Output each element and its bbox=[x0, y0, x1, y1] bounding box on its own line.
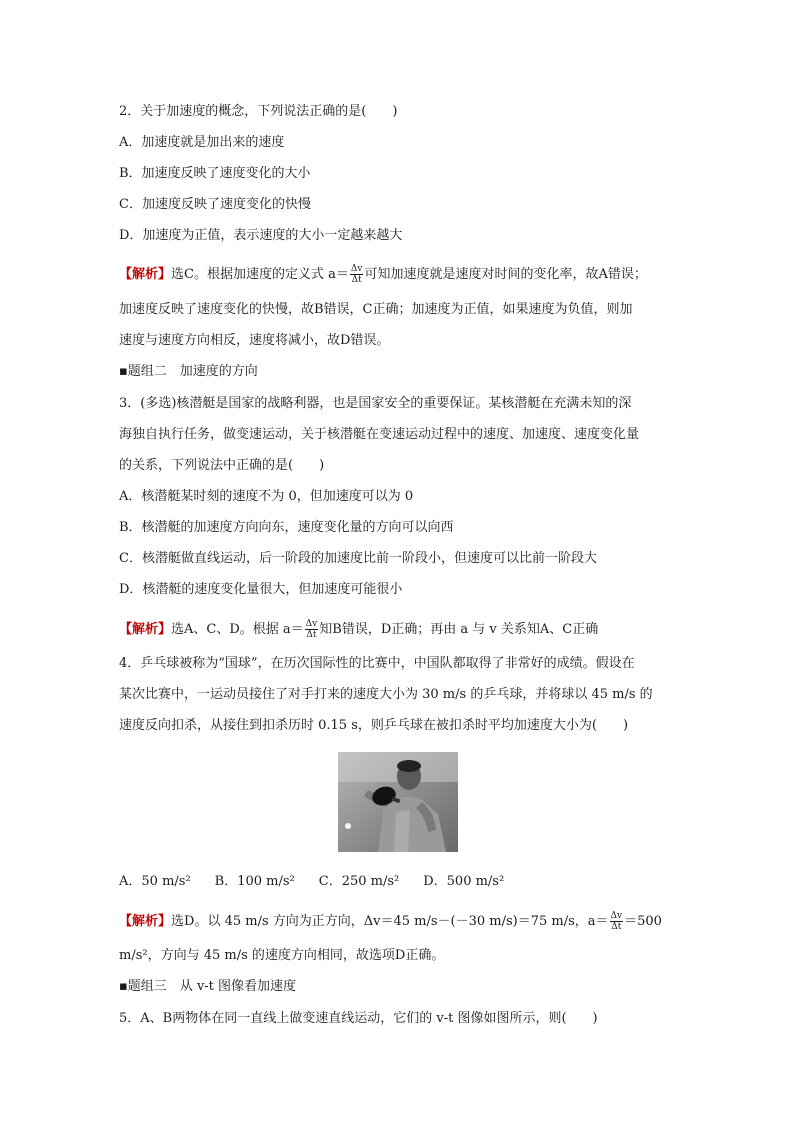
q4-analysis-line2: m/s²，方向与 45 m/s 的速度方向相同，故选项D正确。 bbox=[119, 948, 445, 963]
group-2-heading: ▪题组二 加速度的方向 bbox=[119, 364, 258, 379]
q4-stem-line3: 速度反向扣杀，从接住到扣杀历时 0.15 s，则乒乓球在被扣杀时平均加速度大小为( ) bbox=[119, 718, 629, 733]
q2-option-b: B．加速度反映了速度变化的大小 bbox=[119, 166, 311, 181]
q3-option-a: A．核潜艇某时刻的速度不为 0，但加速度可以为 0 bbox=[119, 489, 414, 504]
q4-analysis-line1: 【解析】选D。以 45 m/s 方向为正方向，Δv＝45 m/s－(－30 m/s)＝75 m/s，a＝ $\frac{\Delta v}{\Delta t}$ ＝500 bbox=[119, 911, 662, 932]
q3-option-d: D．核潜艇的速度变化量很大，但加速度可能很小 bbox=[119, 582, 403, 597]
q3-stem-line2: 海独自执行任务，做变速运动，关于核潜艇在变速运动过程中的速度、加速度、速度变化量 bbox=[119, 427, 640, 442]
q4-option-b: B．100 m/s² bbox=[214, 874, 295, 889]
q2-option-a: A．加速度就是加出来的速度 bbox=[119, 135, 285, 150]
q4-option-a: A．50 m/s² bbox=[119, 874, 191, 889]
q3-stem-line3: 的关系，下列说法中正确的是( ) bbox=[119, 458, 325, 473]
q2-option-d: D．加速度为正值，表示速度的大小一定越来越大 bbox=[119, 228, 403, 243]
q3-analysis: 【解析】选A、C、D。根据 a＝ $\frac{\Delta v}{\Delta t}$ 知B错误，D正确；再由 a 与 v 关系知A、C正确 bbox=[119, 619, 599, 640]
fraction-dv-dt: $\frac{\Delta v}{\Delta t}$ bbox=[305, 619, 318, 640]
analysis-label: 【解析】 bbox=[119, 914, 172, 929]
q2-analysis-line1: 【解析】选C。根据加速度的定义式 a＝ $\frac{\Delta v}{\Delta t}$ 可知加速度就是速度对时间的变化率，故A错误； bbox=[119, 264, 647, 285]
q4-stem-line2: 某次比赛中，一运动员接住了对手打来的速度大小为 30 m/s 的乒乓球，并将球以 45 m/s 的 bbox=[119, 687, 653, 702]
q5-stem: 5．A、B两物体在同一直线上做变速直线运动，它们的 v-t 图像如图所示，则( ) bbox=[119, 1011, 598, 1026]
analysis-label: 【解析】 bbox=[119, 267, 172, 282]
table-tennis-player-photo bbox=[338, 752, 458, 852]
group-3-heading: ▪题组三 从 v-t 图像看加速度 bbox=[119, 979, 297, 994]
q2-analysis-line2: 加速度反映了速度变化的快慢，故B错误，C正确；加速度为正值，如果速度为负值，则加 bbox=[119, 302, 633, 317]
q2-analysis-line3: 速度与速度方向相反，速度将减小，故D错误。 bbox=[119, 333, 390, 348]
q3-stem-line1: 3．(多选)核潜艇是国家的战略利器，也是国家安全的重要保证。某核潜艇在充满未知的深 bbox=[119, 396, 632, 411]
q2-stem: 2．关于加速度的概念，下列说法正确的是( ) bbox=[119, 104, 398, 119]
fraction-dv-dt: $\frac{\Delta v}{\Delta t}$ bbox=[610, 911, 623, 932]
analysis-label: 【解析】 bbox=[119, 622, 172, 637]
q3-option-c: C．核潜艇做直线运动，后一阶段的加速度比前一阶段小，但速度可以比前一阶段大 bbox=[119, 551, 597, 566]
q4-option-d: D．500 m/s² bbox=[423, 874, 505, 889]
fraction-dv-dt: $\frac{\Delta v}{\Delta t}$ bbox=[350, 264, 363, 285]
q2-option-c: C．加速度反映了速度变化的快慢 bbox=[119, 197, 311, 212]
q4-stem-line1: 4．乒乓球被称为“国球”，在历次国际性的比赛中，中国队都取得了非常好的成绩。假设在 bbox=[119, 656, 635, 671]
q4-options bbox=[119, 874, 504, 890]
q3-option-b: B．核潜艇的加速度方向向东，速度变化量的方向可以向西 bbox=[119, 520, 454, 535]
q4-option-c: C．250 m/s² bbox=[318, 874, 400, 889]
